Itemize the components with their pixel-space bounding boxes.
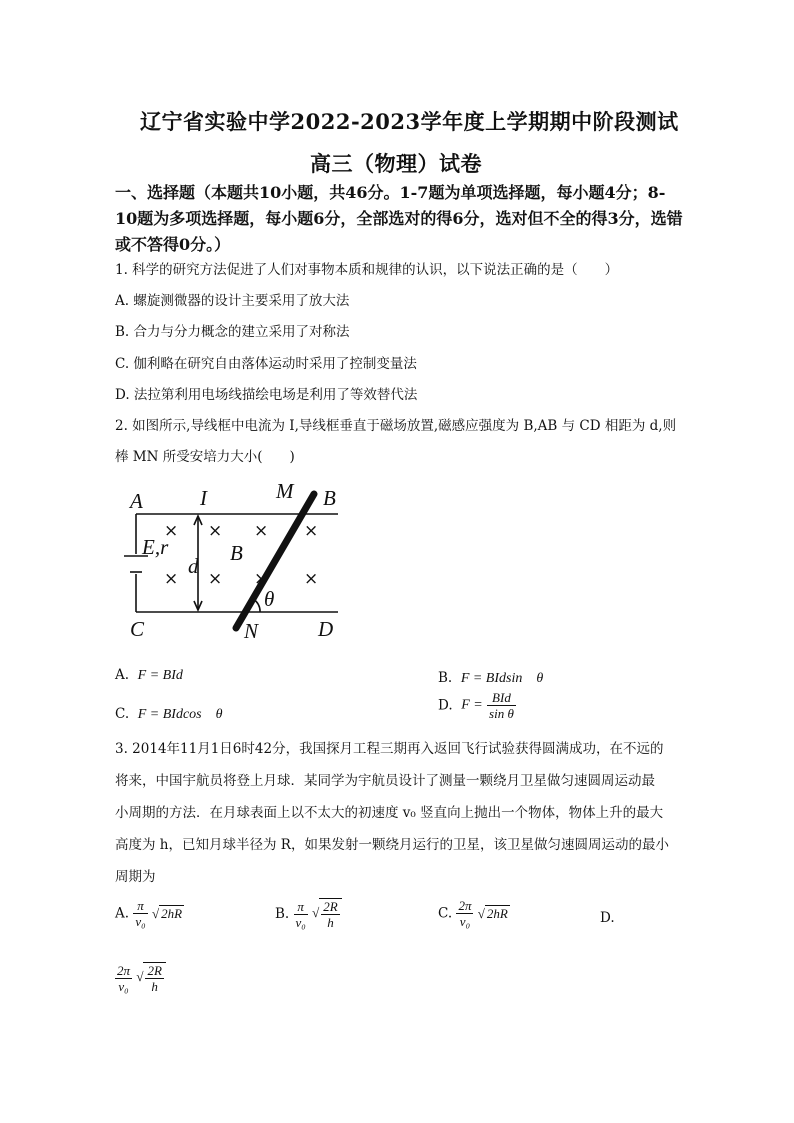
question-3-line2: 将来，中国宇航员将登上月球．某同学为宇航员设计了测量一颗绕月卫星做匀速圆周运动最 xyxy=(115,773,655,789)
formula: F = BId xyxy=(137,668,183,683)
label-d-distance: d xyxy=(188,554,199,578)
field-cross: × xyxy=(208,521,223,541)
label-er: E,r xyxy=(142,535,169,559)
formula: F = BIdcos θ xyxy=(137,707,223,722)
field-cross: × xyxy=(208,569,223,589)
option-letter: C. xyxy=(438,905,453,922)
square-root: √ $\frac{2R}{h}$ xyxy=(136,962,166,994)
question-2-option-d xyxy=(438,690,516,721)
option-letter: A. xyxy=(115,905,130,922)
field-cross: × xyxy=(164,569,179,589)
numerator: 2R xyxy=(323,899,338,914)
numerator: π xyxy=(294,899,308,915)
denominator: v₀ xyxy=(295,914,306,930)
numerator: BId xyxy=(487,690,516,706)
question-1-option-d: D. 法拉第利用电场线描绘电场是利用了等效替代法 xyxy=(115,387,418,403)
question-2-option-c xyxy=(115,703,223,723)
label-c: C xyxy=(130,617,145,641)
page-title: 辽宁省实验中学2022-2023学年度上学期期中阶段测试 xyxy=(140,109,679,134)
radicand: 2hR xyxy=(161,905,183,921)
radicand: 2hR xyxy=(486,905,508,921)
radicand-fraction xyxy=(319,898,341,930)
fraction xyxy=(115,963,132,994)
denominator: v₀ xyxy=(135,914,146,929)
question-3-option-d xyxy=(115,962,166,994)
question-3-option-c xyxy=(438,898,510,929)
field-cross: × xyxy=(254,521,269,541)
question-2-option-a xyxy=(115,667,183,684)
option-letter: C. xyxy=(115,706,130,722)
question-1-option-b: B. 合力与分力概念的建立采用了对称法 xyxy=(115,324,350,340)
label-i: I xyxy=(200,486,207,510)
page-subtitle: 高三（物理）试卷 xyxy=(310,151,482,176)
question-3-line4: 高度为 h，已知月球半径为 R，如果发射一颗绕月运行的卫星，该卫星做匀速圆周运动的最小 xyxy=(115,837,669,853)
question-1-option-a: A. 螺旋测微器的设计主要采用了放大法 xyxy=(115,293,350,309)
fraction xyxy=(133,898,147,929)
question-3-option-a xyxy=(115,898,184,929)
square-root: √ 2hR xyxy=(151,905,183,921)
denominator: v₀ xyxy=(118,978,129,994)
field-cross: × xyxy=(304,569,319,589)
denominator: h xyxy=(151,979,158,994)
question-1-option-c: C. 伽利略在研究自由落体运动时采用了控制变量法 xyxy=(115,356,417,372)
question-2-option-b xyxy=(438,667,543,687)
question-3-option-b xyxy=(275,898,342,930)
question-3-line3: 小周期的方法．在月球表面上以不太大的初速度 v₀ 竖直向上抛出一个物体，物体上升的最大 xyxy=(115,805,664,821)
denominator: sin θ xyxy=(489,706,514,721)
option-letter: B. xyxy=(438,670,453,686)
label-b-field: B xyxy=(230,541,243,565)
question-2-stem-line2: 棒 MN 所受安培力大小( ) xyxy=(115,449,295,465)
label-m: M xyxy=(276,479,294,503)
fraction xyxy=(487,690,516,721)
field-cross: × xyxy=(304,521,319,541)
question-3-line5: 周期为 xyxy=(115,869,156,885)
field-cross: × xyxy=(164,521,179,541)
fraction xyxy=(294,899,308,930)
square-root: √ 2hR xyxy=(477,905,508,921)
radicand-fraction xyxy=(143,962,165,994)
question-2-stem-line1: 2. 如图所示,导线框中电流为 I,导线框垂直于磁场放置,磁感应强度为 B,AB 与 CD 相距为 d,则 xyxy=(115,418,677,434)
denominator: v₀ xyxy=(459,914,471,929)
option-letter: A. xyxy=(115,667,130,683)
option-letter: D. xyxy=(438,697,453,714)
section-heading: 一、选择题（本题共10小题，共46分。1-7题为单项选择题，每小题4分；8-10题为多项选择题，每小题6分，全部选对的得6分，选对但不全的得3分，选错或不答得0分。） xyxy=(115,183,683,254)
numerator: π xyxy=(133,898,147,914)
question-3-option-d-label: D. xyxy=(600,910,615,926)
numerator: 2R xyxy=(147,963,162,978)
numerator: 2π xyxy=(458,898,472,913)
question-3-line1: 3. 2014年11月1日6时42分，我国探月工程三期再入返回飞行试验获得圆满成功，在不远的 xyxy=(115,741,664,757)
question-1-stem: 1. 科学的研究方法促进了人们对事物本质和规律的认识，以下说法正确的是（ ） xyxy=(115,262,619,278)
label-a: A xyxy=(130,489,143,513)
option-letter: B. xyxy=(275,906,290,922)
field-cross: × xyxy=(254,569,269,589)
square-root: √ $\frac{2R}{h}$ xyxy=(312,898,342,930)
label-b: B xyxy=(323,486,336,510)
numerator: 2π xyxy=(117,962,131,978)
denominator: h xyxy=(327,915,334,930)
label-n: N xyxy=(244,619,259,643)
label-d-corner: D xyxy=(318,617,334,641)
formula-lhs: F = xyxy=(461,697,483,713)
fraction xyxy=(456,898,473,929)
formula: F = BIdsin θ xyxy=(460,671,544,686)
circuit-figure xyxy=(118,478,378,648)
label-theta: θ xyxy=(264,587,275,611)
